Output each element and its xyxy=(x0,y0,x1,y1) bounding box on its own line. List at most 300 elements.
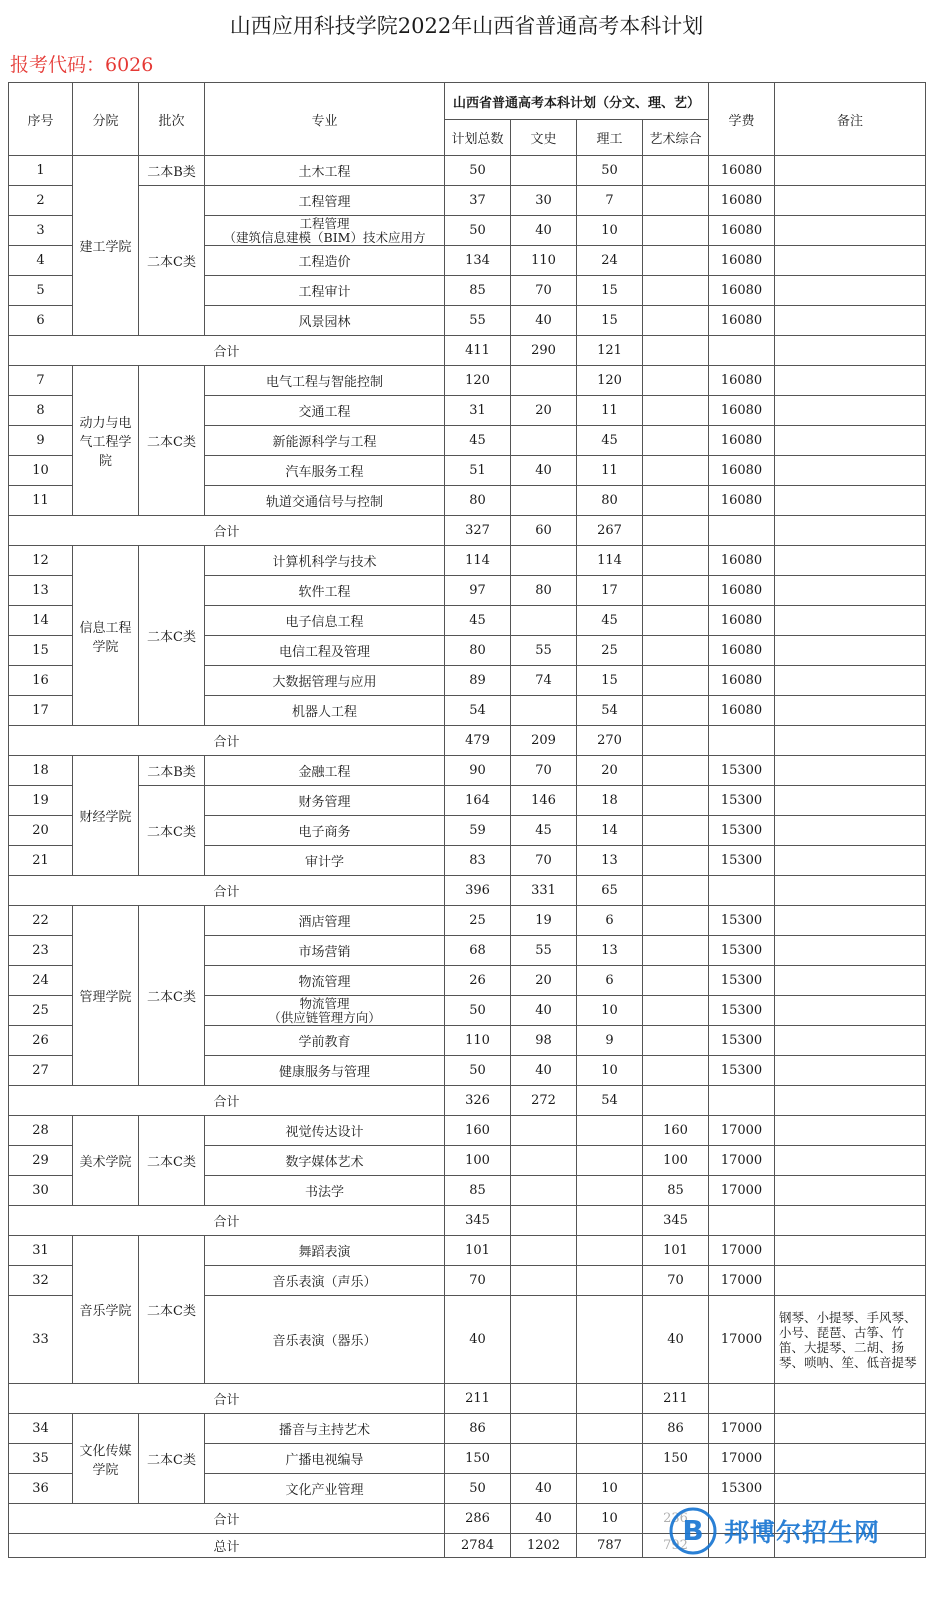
row-wen: 70 xyxy=(511,846,577,876)
row-wen: 40 xyxy=(511,1474,577,1504)
row-total: 86 xyxy=(445,1414,511,1444)
row-note xyxy=(775,576,926,606)
row-fee: 16080 xyxy=(709,366,775,396)
row-total: 134 xyxy=(445,246,511,276)
major-name: 书法学 xyxy=(304,1185,344,1200)
row-wen: 40 xyxy=(511,306,577,336)
row-seq: 21 xyxy=(9,846,73,876)
row-wen xyxy=(511,1266,577,1296)
row-wen: 70 xyxy=(511,276,577,306)
major-name: 文化产业管理 xyxy=(285,1483,364,1498)
major-name: 机器人工程 xyxy=(291,705,357,720)
row-total: 40 xyxy=(445,1296,511,1384)
subtotal-note xyxy=(775,1086,926,1116)
subtotal-wen xyxy=(511,1206,577,1236)
table-row xyxy=(9,156,926,186)
subtotal-note xyxy=(775,1384,926,1414)
row-seq: 36 xyxy=(9,1474,73,1504)
row-wen: 40 xyxy=(511,216,577,246)
subtotal-total: 345 xyxy=(445,1206,511,1236)
row-yi xyxy=(643,1056,709,1086)
row-yi xyxy=(643,186,709,216)
row-total: 90 xyxy=(445,756,511,786)
row-batch: 二本C类 xyxy=(139,786,205,876)
row-yi xyxy=(643,936,709,966)
row-li: 25 xyxy=(577,636,643,666)
row-seq: 8 xyxy=(9,396,73,426)
row-fee: 16080 xyxy=(709,276,775,306)
row-wen: 19 xyxy=(511,906,577,936)
major-subtitle: （建筑信息建模（BIM）技术应用方 xyxy=(223,229,426,245)
table-row xyxy=(9,756,926,786)
subtotal-fee xyxy=(709,1086,775,1116)
row-fee: 17000 xyxy=(709,1414,775,1444)
row-wen xyxy=(511,1444,577,1474)
row-seq: 27 xyxy=(9,1056,73,1086)
row-total: 54 xyxy=(445,696,511,726)
row-li xyxy=(577,1236,643,1266)
subtotal-wen: 40 xyxy=(511,1504,577,1534)
row-college: 建工学院 xyxy=(73,156,139,336)
row-fee: 15300 xyxy=(709,996,775,1026)
row-college: 管理学院 xyxy=(73,906,139,1086)
row-fee: 16080 xyxy=(709,546,775,576)
row-note xyxy=(775,1266,926,1296)
major-name: 工程审计 xyxy=(298,285,351,300)
row-wen: 20 xyxy=(511,966,577,996)
row-seq: 31 xyxy=(9,1236,73,1266)
row-fee: 15300 xyxy=(709,906,775,936)
row-wen xyxy=(511,1146,577,1176)
watermark-text: 邦博尔招生网 xyxy=(724,1518,881,1547)
row-wen: 74 xyxy=(511,666,577,696)
row-yi: 85 xyxy=(643,1176,709,1206)
row-wen xyxy=(511,546,577,576)
table-row xyxy=(9,906,926,936)
row-major xyxy=(205,1176,445,1206)
row-note xyxy=(775,1236,926,1266)
row-college: 信息工程学院 xyxy=(73,546,139,726)
header-major: 专业 xyxy=(205,83,445,156)
row-li: 50 xyxy=(577,156,643,186)
table-row xyxy=(9,546,926,576)
subtotal-li xyxy=(577,1206,643,1236)
row-wen: 146 xyxy=(511,786,577,816)
row-li: 10 xyxy=(577,1056,643,1086)
row-wen: 30 xyxy=(511,186,577,216)
grand-label: 总计 xyxy=(9,1534,445,1558)
row-major xyxy=(205,576,445,606)
row-fee: 15300 xyxy=(709,846,775,876)
subtotal-row xyxy=(9,876,926,906)
row-li: 24 xyxy=(577,246,643,276)
row-yi xyxy=(643,456,709,486)
subtotal-label: 合计 xyxy=(9,876,445,906)
row-li: 15 xyxy=(577,306,643,336)
row-yi xyxy=(643,636,709,666)
row-fee: 15300 xyxy=(709,1056,775,1086)
subtotal-yi: 345 xyxy=(643,1206,709,1236)
subtotal-wen: 272 xyxy=(511,1086,577,1116)
major-name: 土木工程 xyxy=(298,165,351,180)
row-total: 50 xyxy=(445,1474,511,1504)
row-li: 54 xyxy=(577,696,643,726)
row-note xyxy=(775,1146,926,1176)
row-seq: 33 xyxy=(9,1296,73,1384)
row-total: 150 xyxy=(445,1444,511,1474)
subtotal-total: 396 xyxy=(445,876,511,906)
row-fee: 15300 xyxy=(709,816,775,846)
row-wen: 40 xyxy=(511,456,577,486)
row-yi xyxy=(643,276,709,306)
row-total: 51 xyxy=(445,456,511,486)
major-name: 舞蹈表演 xyxy=(298,1245,351,1260)
subtotal-fee xyxy=(709,516,775,546)
subtotal-row xyxy=(9,1086,926,1116)
subtotal-note xyxy=(775,336,926,366)
header-plan-group: 山西省普通高考本科计划（分文、理、艺） xyxy=(445,83,709,120)
major-name: 电子信息工程 xyxy=(285,615,364,630)
major-name: 健康服务与管理 xyxy=(278,1065,370,1080)
subtotal-li xyxy=(577,1384,643,1414)
row-total: 110 xyxy=(445,1026,511,1056)
row-wen xyxy=(511,426,577,456)
row-yi xyxy=(643,996,709,1026)
row-major xyxy=(205,1026,445,1056)
row-seq: 20 xyxy=(9,816,73,846)
subtotal-total: 211 xyxy=(445,1384,511,1414)
row-fee: 17000 xyxy=(709,1236,775,1266)
row-fee: 16080 xyxy=(709,426,775,456)
row-wen: 70 xyxy=(511,756,577,786)
row-li: 15 xyxy=(577,276,643,306)
row-fee: 17000 xyxy=(709,1176,775,1206)
row-li xyxy=(577,1444,643,1474)
row-seq: 12 xyxy=(9,546,73,576)
row-major xyxy=(205,456,445,486)
row-note: 钢琴、小提琴、手风琴、小号、琵琶、古筝、竹笛、大提琴、二胡、扬琴、唢呐、笙、低音提琴 xyxy=(775,1296,926,1384)
major-name: 物流管理 xyxy=(299,995,350,1011)
application-code: 报考代码：6026 xyxy=(10,54,154,76)
row-seq: 2 xyxy=(9,186,73,216)
subtotal-li: 267 xyxy=(577,516,643,546)
row-major xyxy=(205,1414,445,1444)
grand-li: 787 xyxy=(577,1534,643,1558)
row-batch: 二本C类 xyxy=(139,1236,205,1384)
row-major xyxy=(205,156,445,186)
major-name: 工程管理 xyxy=(298,195,351,210)
row-major xyxy=(205,1236,445,1266)
header-wen: 文史 xyxy=(511,120,577,156)
row-major xyxy=(205,696,445,726)
major-name: 风景园林 xyxy=(298,315,351,330)
subtotal-fee xyxy=(709,1384,775,1414)
row-total: 25 xyxy=(445,906,511,936)
row-li: 6 xyxy=(577,906,643,936)
row-total: 50 xyxy=(445,1056,511,1086)
row-note xyxy=(775,606,926,636)
major-name: 工程管理 xyxy=(299,215,350,231)
row-wen: 80 xyxy=(511,576,577,606)
row-note xyxy=(775,276,926,306)
row-seq: 9 xyxy=(9,426,73,456)
header-fee: 学费 xyxy=(709,83,775,156)
row-wen: 45 xyxy=(511,816,577,846)
row-total: 164 xyxy=(445,786,511,816)
row-seq: 7 xyxy=(9,366,73,396)
row-note xyxy=(775,396,926,426)
row-note xyxy=(775,846,926,876)
header-li: 理工 xyxy=(577,120,643,156)
subtotal-yi xyxy=(643,336,709,366)
row-li: 10 xyxy=(577,216,643,246)
row-note xyxy=(775,696,926,726)
row-seq: 25 xyxy=(9,996,73,1026)
grand-wen: 1202 xyxy=(511,1534,577,1558)
row-yi: 40 xyxy=(643,1296,709,1384)
major-name: 视觉传达设计 xyxy=(285,1125,364,1140)
row-fee: 15300 xyxy=(709,756,775,786)
row-major xyxy=(205,306,445,336)
row-batch: 二本B类 xyxy=(139,756,205,786)
row-yi xyxy=(643,966,709,996)
subtotal-fee xyxy=(709,1206,775,1236)
row-seq: 15 xyxy=(9,636,73,666)
row-seq: 29 xyxy=(9,1146,73,1176)
row-fee: 16080 xyxy=(709,486,775,516)
row-fee: 16080 xyxy=(709,396,775,426)
row-college: 财经学院 xyxy=(73,756,139,876)
row-seq: 1 xyxy=(9,156,73,186)
row-major xyxy=(205,186,445,216)
row-li: 11 xyxy=(577,396,643,426)
row-yi xyxy=(643,846,709,876)
row-li: 120 xyxy=(577,366,643,396)
row-batch: 二本C类 xyxy=(139,1116,205,1206)
subtotal-total: 327 xyxy=(445,516,511,546)
row-major xyxy=(205,1444,445,1474)
row-major xyxy=(205,1146,445,1176)
major-name: 物流管理 xyxy=(298,975,351,990)
subtotal-li: 270 xyxy=(577,726,643,756)
row-major xyxy=(205,366,445,396)
row-note xyxy=(775,426,926,456)
header-yi: 艺术综合 xyxy=(643,120,709,156)
row-yi xyxy=(643,306,709,336)
row-major xyxy=(205,756,445,786)
subtotal-row xyxy=(9,1384,926,1414)
row-fee: 16080 xyxy=(709,696,775,726)
row-fee: 16080 xyxy=(709,636,775,666)
major-name: 音乐表演（器乐） xyxy=(272,1334,377,1349)
row-total: 100 xyxy=(445,1146,511,1176)
major-name: 电信工程及管理 xyxy=(278,645,370,660)
row-total: 160 xyxy=(445,1116,511,1146)
row-seq: 35 xyxy=(9,1444,73,1474)
row-seq: 3 xyxy=(9,216,73,246)
row-yi: 101 xyxy=(643,1236,709,1266)
row-total: 50 xyxy=(445,156,511,186)
subtotal-label: 合计 xyxy=(9,516,445,546)
row-major xyxy=(205,546,445,576)
row-seq: 18 xyxy=(9,756,73,786)
row-li: 14 xyxy=(577,816,643,846)
row-wen xyxy=(511,486,577,516)
row-fee: 17000 xyxy=(709,1116,775,1146)
row-note xyxy=(775,816,926,846)
row-li: 114 xyxy=(577,546,643,576)
subtotal-li: 10 xyxy=(577,1504,643,1534)
subtotal-note xyxy=(775,876,926,906)
row-fee: 15300 xyxy=(709,786,775,816)
row-li: 6 xyxy=(577,966,643,996)
row-li: 18 xyxy=(577,786,643,816)
row-fee: 17000 xyxy=(709,1296,775,1384)
table-row xyxy=(9,1414,926,1444)
row-major xyxy=(205,966,445,996)
major-subtitle: （供应链管理方向） xyxy=(268,1009,381,1025)
header-college: 分院 xyxy=(73,83,139,156)
major-name: 市场营销 xyxy=(298,945,351,960)
subtotal-note xyxy=(775,1206,926,1236)
table-row xyxy=(9,786,926,816)
subtotal-li: 65 xyxy=(577,876,643,906)
row-note xyxy=(775,1116,926,1146)
row-total: 80 xyxy=(445,486,511,516)
row-li: 80 xyxy=(577,486,643,516)
row-total: 50 xyxy=(445,996,511,1026)
subtotal-total: 326 xyxy=(445,1086,511,1116)
row-fee: 15300 xyxy=(709,936,775,966)
row-li: 9 xyxy=(577,1026,643,1056)
row-note xyxy=(775,216,926,246)
row-note xyxy=(775,486,926,516)
row-fee: 17000 xyxy=(709,1266,775,1296)
row-total: 50 xyxy=(445,216,511,246)
row-li: 15 xyxy=(577,666,643,696)
row-yi: 150 xyxy=(643,1444,709,1474)
subtotal-wen: 209 xyxy=(511,726,577,756)
row-note xyxy=(775,1474,926,1504)
row-yi xyxy=(643,546,709,576)
row-major xyxy=(205,846,445,876)
row-seq: 10 xyxy=(9,456,73,486)
row-college: 音乐学院 xyxy=(73,1236,139,1384)
subtotal-yi: 211 xyxy=(643,1384,709,1414)
row-wen xyxy=(511,1236,577,1266)
row-note xyxy=(775,756,926,786)
row-yi xyxy=(643,756,709,786)
row-seq: 6 xyxy=(9,306,73,336)
row-yi: 70 xyxy=(643,1266,709,1296)
row-seq: 14 xyxy=(9,606,73,636)
row-fee: 15300 xyxy=(709,1026,775,1056)
subtotal-label: 合计 xyxy=(9,1206,445,1236)
row-yi xyxy=(643,666,709,696)
row-wen xyxy=(511,156,577,186)
subtotal-total: 411 xyxy=(445,336,511,366)
row-note xyxy=(775,456,926,486)
major-name: 工程造价 xyxy=(298,255,351,270)
row-li: 20 xyxy=(577,756,643,786)
row-note xyxy=(775,1444,926,1474)
row-total: 85 xyxy=(445,276,511,306)
row-yi xyxy=(643,696,709,726)
row-yi xyxy=(643,816,709,846)
row-seq: 30 xyxy=(9,1176,73,1206)
row-wen: 40 xyxy=(511,1056,577,1086)
major-name: 交通工程 xyxy=(298,405,351,420)
row-note xyxy=(775,966,926,996)
row-total: 45 xyxy=(445,426,511,456)
row-fee: 16080 xyxy=(709,216,775,246)
row-li xyxy=(577,1266,643,1296)
row-yi xyxy=(643,906,709,936)
svg-text:B: B xyxy=(682,1514,704,1547)
row-note xyxy=(775,1026,926,1056)
major-name: 新能源科学与工程 xyxy=(272,435,377,450)
row-batch: 二本C类 xyxy=(139,906,205,1086)
subtotal-fee xyxy=(709,336,775,366)
row-note xyxy=(775,186,926,216)
row-yi xyxy=(643,396,709,426)
row-note xyxy=(775,1414,926,1444)
row-seq: 17 xyxy=(9,696,73,726)
major-name: 数字媒体艺术 xyxy=(285,1155,364,1170)
grand-yi: 792 xyxy=(643,1534,709,1558)
subtotal-label: 合计 xyxy=(9,336,445,366)
row-major xyxy=(205,276,445,306)
b-logo-icon xyxy=(668,1506,718,1556)
subtotal-note xyxy=(775,516,926,546)
row-seq: 28 xyxy=(9,1116,73,1146)
row-li xyxy=(577,1414,643,1444)
row-wen: 55 xyxy=(511,636,577,666)
row-total: 37 xyxy=(445,186,511,216)
row-total: 45 xyxy=(445,606,511,636)
row-fee: 16080 xyxy=(709,456,775,486)
row-major xyxy=(205,1296,445,1384)
row-li: 17 xyxy=(577,576,643,606)
row-li xyxy=(577,1116,643,1146)
row-fee: 16080 xyxy=(709,306,775,336)
row-total: 114 xyxy=(445,546,511,576)
row-note xyxy=(775,666,926,696)
major-name: 审计学 xyxy=(304,855,344,870)
major-name: 音乐表演（声乐） xyxy=(272,1275,377,1290)
row-total: 89 xyxy=(445,666,511,696)
row-total: 101 xyxy=(445,1236,511,1266)
row-li: 13 xyxy=(577,846,643,876)
row-fee: 16080 xyxy=(709,186,775,216)
row-note xyxy=(775,1056,926,1086)
major-name: 酒店管理 xyxy=(298,915,351,930)
row-seq: 13 xyxy=(9,576,73,606)
row-fee: 15300 xyxy=(709,1474,775,1504)
table-row xyxy=(9,186,926,216)
row-wen xyxy=(511,696,577,726)
subtotal-yi xyxy=(643,1086,709,1116)
major-name: 金融工程 xyxy=(298,765,351,780)
subtotal-label: 合计 xyxy=(9,1504,445,1534)
row-seq: 11 xyxy=(9,486,73,516)
row-yi: 160 xyxy=(643,1116,709,1146)
row-fee: 15300 xyxy=(709,966,775,996)
subtotal-row xyxy=(9,1206,926,1236)
subtotal-fee xyxy=(709,726,775,756)
row-major xyxy=(205,666,445,696)
row-college: 美术学院 xyxy=(73,1116,139,1206)
